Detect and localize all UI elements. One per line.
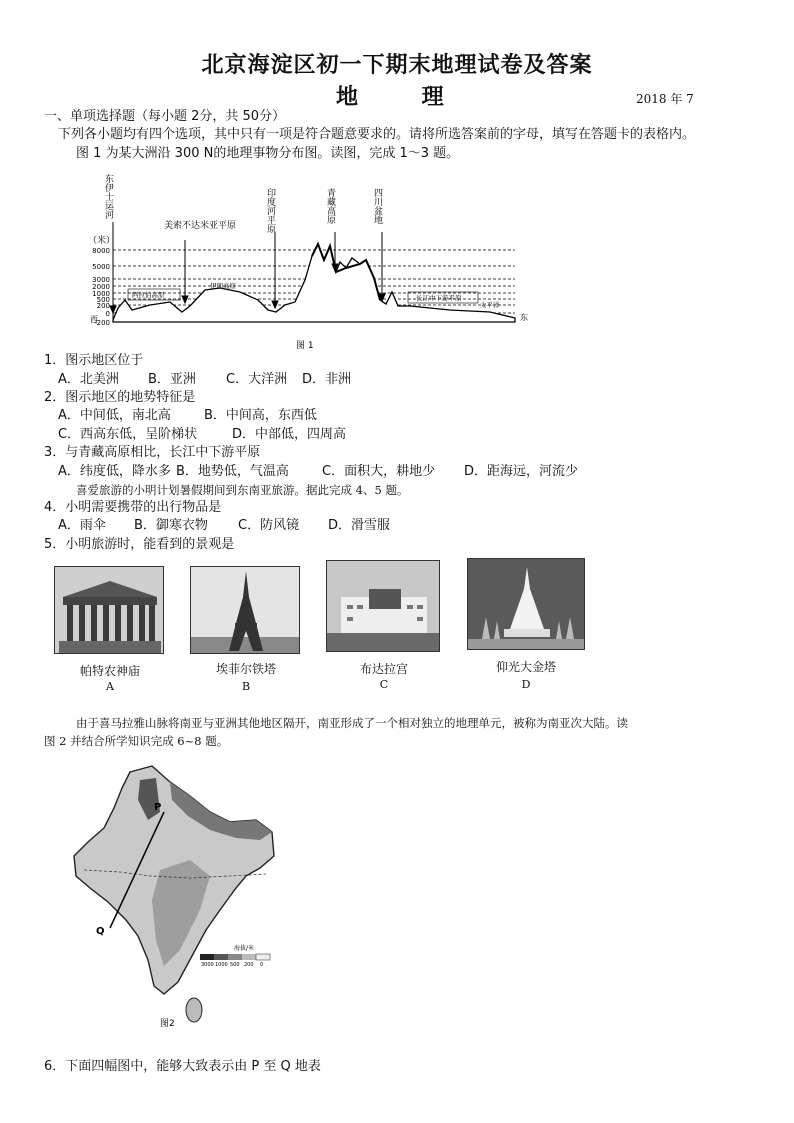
q1-option-a[interactable]: A．北美洲: [58, 372, 119, 387]
subject-heading: 地 理: [336, 85, 472, 110]
photo-b-letter: B: [241, 680, 251, 693]
fig1-label-pacific: 太平洋: [480, 301, 500, 309]
q4-option-b[interactable]: B．御寒衣物: [134, 518, 208, 533]
q2-option-c[interactable]: C．西高东低，呈阶梯状: [58, 427, 198, 442]
q2-option-b[interactable]: B．中间高，东西低: [204, 408, 317, 423]
page-title: 北京海淀区初一下期末地理试卷及答案: [201, 53, 593, 78]
fig1-ytick: 500: [96, 296, 110, 304]
section-heading: 一、单项选择题（每小题 2分，共 50分）: [44, 109, 286, 124]
q2-options-row1: [58, 407, 317, 425]
q2-option-a[interactable]: A．中间低，南北高: [58, 408, 171, 423]
q4-stem: 4．小明需要携带的出行物品是: [44, 500, 222, 515]
figure1-intro: 图 1 为某大洲沿 300 N的地理事物分布图。读图，完成 1～3 题。: [76, 146, 460, 161]
q3-option-c[interactable]: C．面积大，耕地少: [322, 464, 436, 479]
fig2-point-q: Q: [96, 926, 105, 937]
section-instruction: 下列各小题均有四个选项，其中只有一项是符合题意要求的。请将所选答案前的字母，填写在答题卡的表格内。: [58, 127, 696, 142]
fig1-ytick: -200: [94, 319, 110, 327]
q3-option-d[interactable]: D．距海远，河流少: [464, 464, 579, 479]
fig2-point-p: P: [154, 802, 162, 813]
photo-shwedagon-pagoda[interactable]: [467, 558, 585, 650]
photo-potala-palace[interactable]: [326, 560, 440, 652]
q1-option-d[interactable]: D．非洲: [302, 372, 352, 387]
fig1-label-yangtze: 长江中下游平原: [416, 294, 462, 302]
q4-options: [58, 517, 390, 535]
q4-option-a[interactable]: A．雨伞: [58, 518, 106, 533]
fig1-label-arabia: 阿拉伯高原: [132, 291, 165, 299]
fig1-west: 西: [90, 315, 98, 324]
fig2-intro-line1: 由于喜马拉雅山脉将南亚与亚洲其他地区隔开，南亚形成了一个相对独立的地理单元，被称为南亚次大陆。读: [76, 716, 628, 730]
photo-a-caption: 帕特农神庙: [79, 664, 140, 678]
photo-eiffel-tower[interactable]: [190, 566, 300, 654]
q4-option-c[interactable]: C．防风镜: [238, 518, 300, 533]
fig1-caption: 图 1: [296, 341, 314, 351]
q3-option-a[interactable]: A．纬度低，降水多: [58, 464, 171, 479]
fig1-ytick: 2000: [92, 283, 110, 291]
q45-intro: 喜爱旅游的小明计划暑假期间到东南亚旅游。据此完成 4、5 题。: [76, 483, 409, 497]
q2-stem: 2．图示地区的地势特征是: [44, 390, 196, 405]
fig2-legend-values: [201, 962, 263, 968]
fig2-caption: 图2: [160, 1019, 175, 1029]
fig1-unit: （米）: [88, 236, 116, 246]
photo-d-letter: D: [521, 678, 531, 691]
fig2-legend-value: 1000: [215, 962, 228, 968]
fig2-intro-line2: 图 2 并结合所学知识完成 6~8 题。: [44, 734, 229, 748]
q3-options: [58, 463, 578, 481]
q4-option-d[interactable]: D．滑雪服: [328, 518, 391, 533]
q6-stem: 6．下面四幅图中，能够大致表示由 P 至 Q 地表: [44, 1059, 321, 1074]
fig1-ytick: 5000: [92, 263, 110, 271]
fig1-place-labels: [103, 173, 383, 233]
q2-options-row2: [58, 426, 346, 444]
fig2-legend-value: 0: [260, 962, 264, 968]
fig1-label-iran: 伊朗高原: [210, 282, 236, 290]
fig1-label-euphrates: 东伊士运河: [103, 174, 113, 219]
figure2-south-asia-map: [60, 760, 300, 1035]
fig1-ytick: 200: [96, 302, 110, 310]
fig2-legend-value: 500: [230, 962, 240, 968]
q3-stem: 3．与青藏高原相比，长江中下游平原: [44, 445, 261, 460]
fig2-legend-title: 海拔/米: [234, 945, 255, 952]
q5-stem: 5．小明旅游时，能看到的景观是: [44, 537, 235, 552]
q1-option-c[interactable]: C．大洋洲: [226, 372, 288, 387]
exam-date: 2018 年 7: [636, 92, 694, 106]
photo-parthenon[interactable]: [54, 566, 164, 654]
fig1-ytick: 3000: [92, 276, 110, 284]
fig1-label-indus: 印度河平原: [265, 188, 275, 233]
photo-c-letter: C: [379, 678, 389, 691]
fig1-ytick: 8000: [92, 247, 110, 255]
figure1-terrain-profile: [70, 160, 540, 355]
fig2-legend-value: 200: [244, 962, 254, 968]
fig1-label-sichuan: 四川盆地: [372, 188, 382, 224]
photo-d-caption: 仰光大金塔: [495, 660, 556, 674]
photo-c-caption: 布达拉宫: [359, 662, 408, 676]
fig1-ytick: 0: [105, 310, 110, 318]
q1-stem: 1．图示地区位于: [44, 353, 144, 368]
photo-a-letter: A: [106, 680, 114, 693]
fig2-legend-bar: [200, 954, 270, 960]
fig1-ytick: 1000: [92, 290, 110, 298]
fig2-legend-value: 3000: [201, 962, 214, 968]
q2-option-d[interactable]: D．中部低，四周高: [232, 427, 347, 442]
q1-option-b[interactable]: B．亚洲: [148, 372, 196, 387]
fig1-label-tibet: 青藏高原: [325, 188, 335, 224]
photo-b-caption: 埃菲尔铁塔: [215, 662, 276, 676]
q1-options: [58, 371, 351, 389]
q3-option-b[interactable]: B．地势低，气温高: [176, 464, 289, 479]
fig1-east: 东: [520, 313, 528, 322]
fig1-label-mesopotamia: 美索不达米亚平原: [164, 221, 237, 231]
